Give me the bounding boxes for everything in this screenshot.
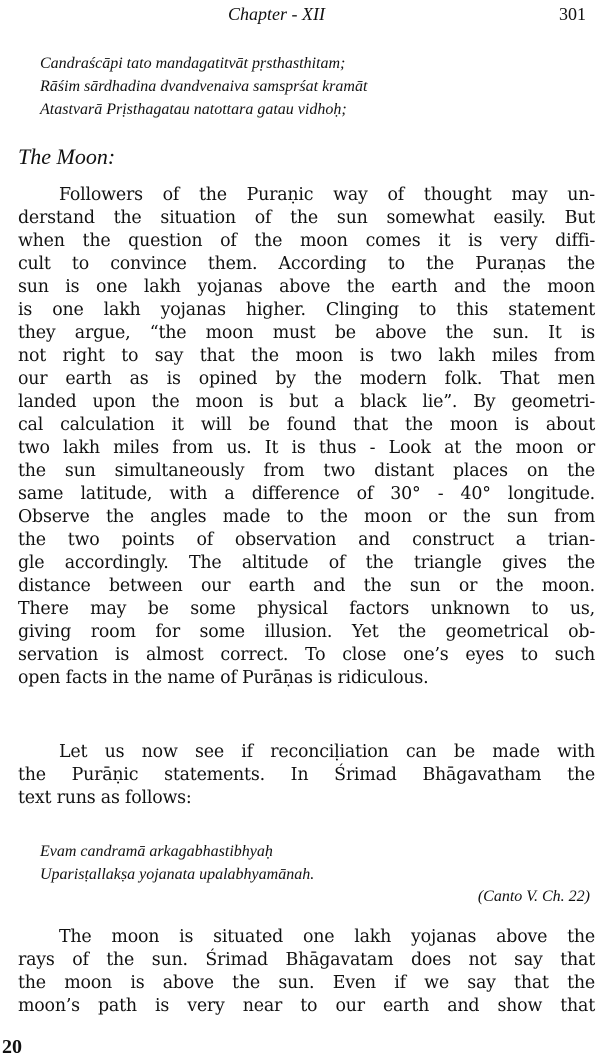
paragraph-line: two lakh miles from us. It is thus - Look at the moon or xyxy=(18,438,595,458)
paragraph-line: same latitude, with a difference of 30° - 40° longitude. xyxy=(18,484,595,504)
chapter-title: Chapter - XII xyxy=(228,4,325,24)
paragraph-line: gle accordingly. The altitude of the triangle gives the xyxy=(18,553,595,573)
paragraph-line: rays of the sun. Śrimad Bhāgavatam does not say that xyxy=(18,950,595,970)
paragraph-line: cal calculation it will be found that the moon is about xyxy=(18,415,595,435)
paragraph-line: distance between our earth and the sun or the moon. xyxy=(18,576,595,596)
paragraph-line: the two points of observation and construct a trian- xyxy=(18,530,595,550)
paragraph-line: moon’s path is very near to our earth and show that xyxy=(18,996,595,1016)
paragraph-reconciliation xyxy=(18,741,595,810)
paragraph-line: There may be some physical factors unknown to us, xyxy=(18,599,595,619)
paragraph-line: they argue, “the moon must be above the sun. It is xyxy=(18,323,595,343)
paragraph-line: Let us now see if reconciḷiation can be made with xyxy=(59,742,595,762)
paragraph-line: the moon is above the sun. Even if we say that the xyxy=(18,973,595,993)
verse-line: Rāśim sārdhadina dvandvenaiva samsprśat kramāt xyxy=(40,78,368,95)
paragraph-line: text runs as follows: xyxy=(18,788,192,808)
paragraph-line: Observe the angles made to the moon or the sun from xyxy=(18,507,595,527)
paragraph-moon xyxy=(18,184,595,690)
paragraph-line: Followers of the Puraṇic way of thought may un- xyxy=(59,185,595,205)
paragraph-line: when the question of the moon comes it is very diffi- xyxy=(18,231,595,251)
verse-line: Atastvarā Prịsthagatau natottara gatau vidhoḥ; xyxy=(40,101,347,118)
paragraph-line: is one lakh yojanas higher. Clinging to this statement xyxy=(18,300,595,320)
verse-top xyxy=(40,52,580,121)
verse-line: Uparisṭallakṣa yojanata upalabhyamānah. xyxy=(40,866,315,883)
paragraph-line: servation is almost correct. To close one’s eyes to such xyxy=(18,645,595,665)
page-number: 301 xyxy=(559,4,586,24)
paragraph-line: landed upon the moon is but a black lie”. By geometri- xyxy=(18,392,595,412)
paragraph-line: giving room for some illusion. Yet the geometrical ob- xyxy=(18,622,595,642)
paragraph-line: the sun simultaneously from two distant places on the xyxy=(18,461,595,481)
section-heading: The Moon: xyxy=(18,144,116,169)
verse-middle xyxy=(40,840,580,886)
paragraph-line: not right to say that the moon is two lakh miles from xyxy=(18,346,595,366)
verse-line: Evam candramā arkagabhastibhyaḥ xyxy=(40,843,273,860)
signature-mark: 20 xyxy=(2,1036,22,1058)
paragraph-line: sun is one lakh yojanas above the earth and the moon xyxy=(18,277,595,297)
paragraph-line: the Purāṇic statements. In Śrimad Bhāgavatham the xyxy=(18,765,595,785)
paragraph-line: derstand the situation of the sun somewhat easily. But xyxy=(18,208,595,228)
verse-citation: (Canto V. Ch. 22) xyxy=(477,888,590,905)
page-header xyxy=(0,4,600,28)
paragraph-line: our earth as is opined by the modern folk. That men xyxy=(18,369,595,389)
verse-line: Candraścāpi tato mandagatitvāt pṛsthasthitam; xyxy=(40,55,346,72)
paragraph-line: open facts in the name of Purāṇas is ridiculous. xyxy=(18,668,429,688)
paragraph-line: The moon is situated one lakh yojanas above the xyxy=(59,927,595,947)
paragraph-line: cult to convince them. According to the Puraṇas the xyxy=(18,254,595,274)
paragraph-moon-position xyxy=(18,926,595,1018)
